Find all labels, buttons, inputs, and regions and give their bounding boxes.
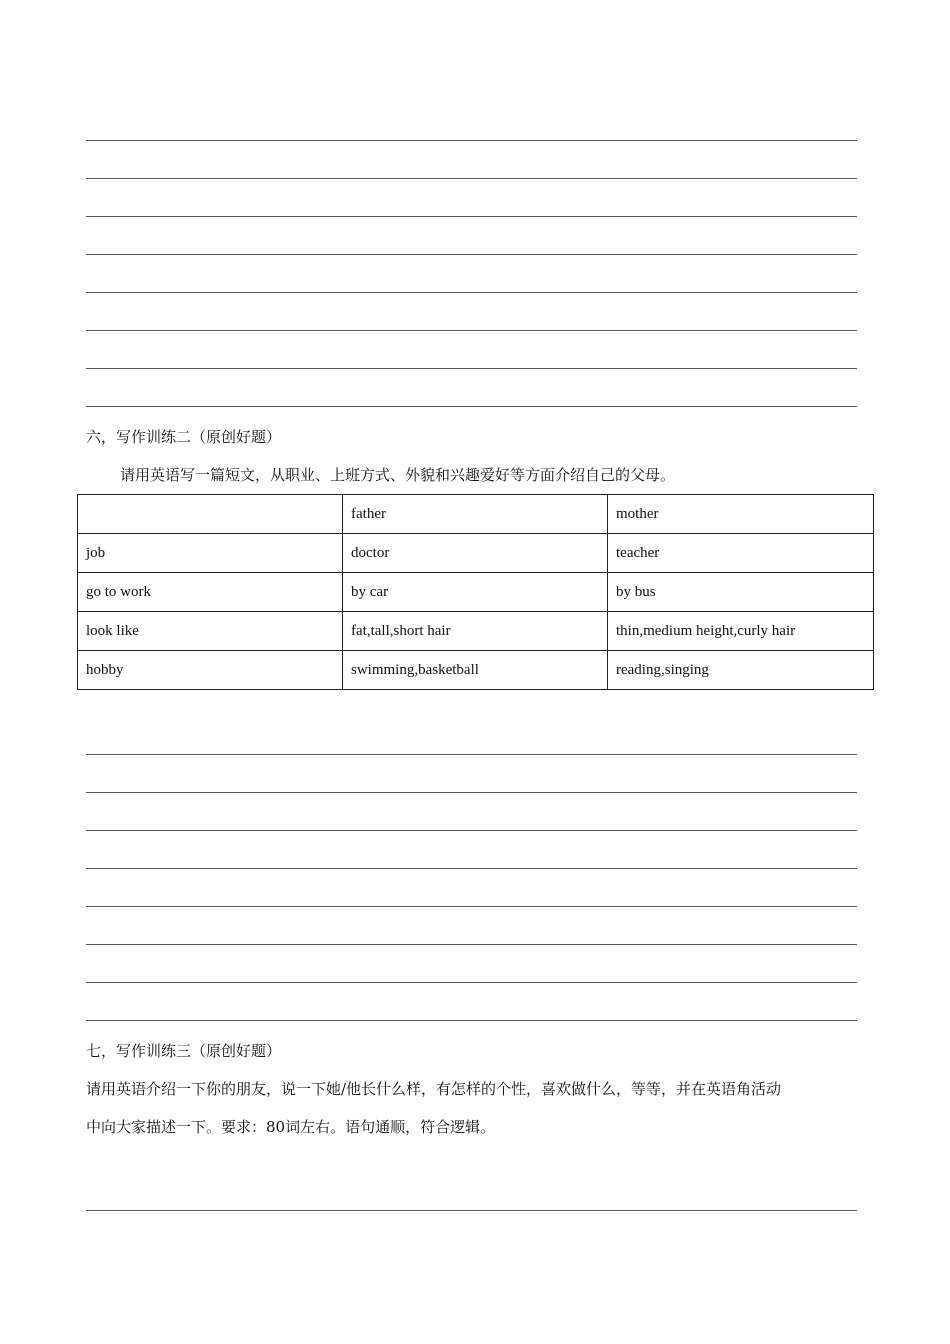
table-row <box>78 573 874 612</box>
table-cell: job <box>78 534 343 573</box>
table-row <box>78 534 874 573</box>
answer-line <box>86 944 857 945</box>
table-row <box>78 612 874 651</box>
answer-line <box>86 216 857 217</box>
table-header-row <box>78 495 874 534</box>
answer-line <box>86 330 857 331</box>
section7-prompt-line2: 中向大家描述一下。要求：80词左右。语句通顺，符合逻辑。 <box>86 1118 496 1136</box>
answer-line <box>86 368 857 369</box>
table-header-cell: mother <box>608 495 874 534</box>
answer-line <box>86 830 857 831</box>
answer-line <box>86 140 857 141</box>
section7-heading: 七，写作训练三（原创好题） <box>86 1042 282 1060</box>
answer-line <box>86 254 857 255</box>
parents-info-table <box>77 494 874 690</box>
table-header-cell: father <box>343 495 608 534</box>
answer-line <box>86 292 857 293</box>
answer-line <box>86 1210 857 1211</box>
table-cell: fat,tall,short hair <box>343 612 608 651</box>
table-cell: hobby <box>78 651 343 690</box>
answer-line <box>86 792 857 793</box>
table-cell: by bus <box>608 573 874 612</box>
answer-line <box>86 906 857 907</box>
table-cell: by car <box>343 573 608 612</box>
table-cell: reading,singing <box>608 651 874 690</box>
answer-line <box>86 1020 857 1021</box>
answer-line <box>86 868 857 869</box>
table-cell: swimming,basketball <box>343 651 608 690</box>
table-cell: teacher <box>608 534 874 573</box>
table-header-cell <box>78 495 343 534</box>
answer-line <box>86 178 857 179</box>
section7-prompt-line1: 请用英语介绍一下你的朋友，说一下她/他长什么样，有怎样的个性，喜欢做什么，等等，并在英语角活动 <box>86 1080 782 1098</box>
table-cell: look like <box>78 612 343 651</box>
section6-prompt: 请用英语写一篇短文，从职业、上班方式、外貌和兴趣爱好等方面介绍自己的父母。 <box>120 466 676 484</box>
table-cell: thin,medium height,curly hair <box>608 612 874 651</box>
table-cell: go to work <box>78 573 343 612</box>
table-cell: doctor <box>343 534 608 573</box>
answer-line <box>86 982 857 983</box>
answer-line <box>86 754 857 755</box>
answer-line <box>86 406 857 407</box>
section6-heading: 六，写作训练二（原创好题） <box>86 428 282 446</box>
table-row <box>78 651 874 690</box>
